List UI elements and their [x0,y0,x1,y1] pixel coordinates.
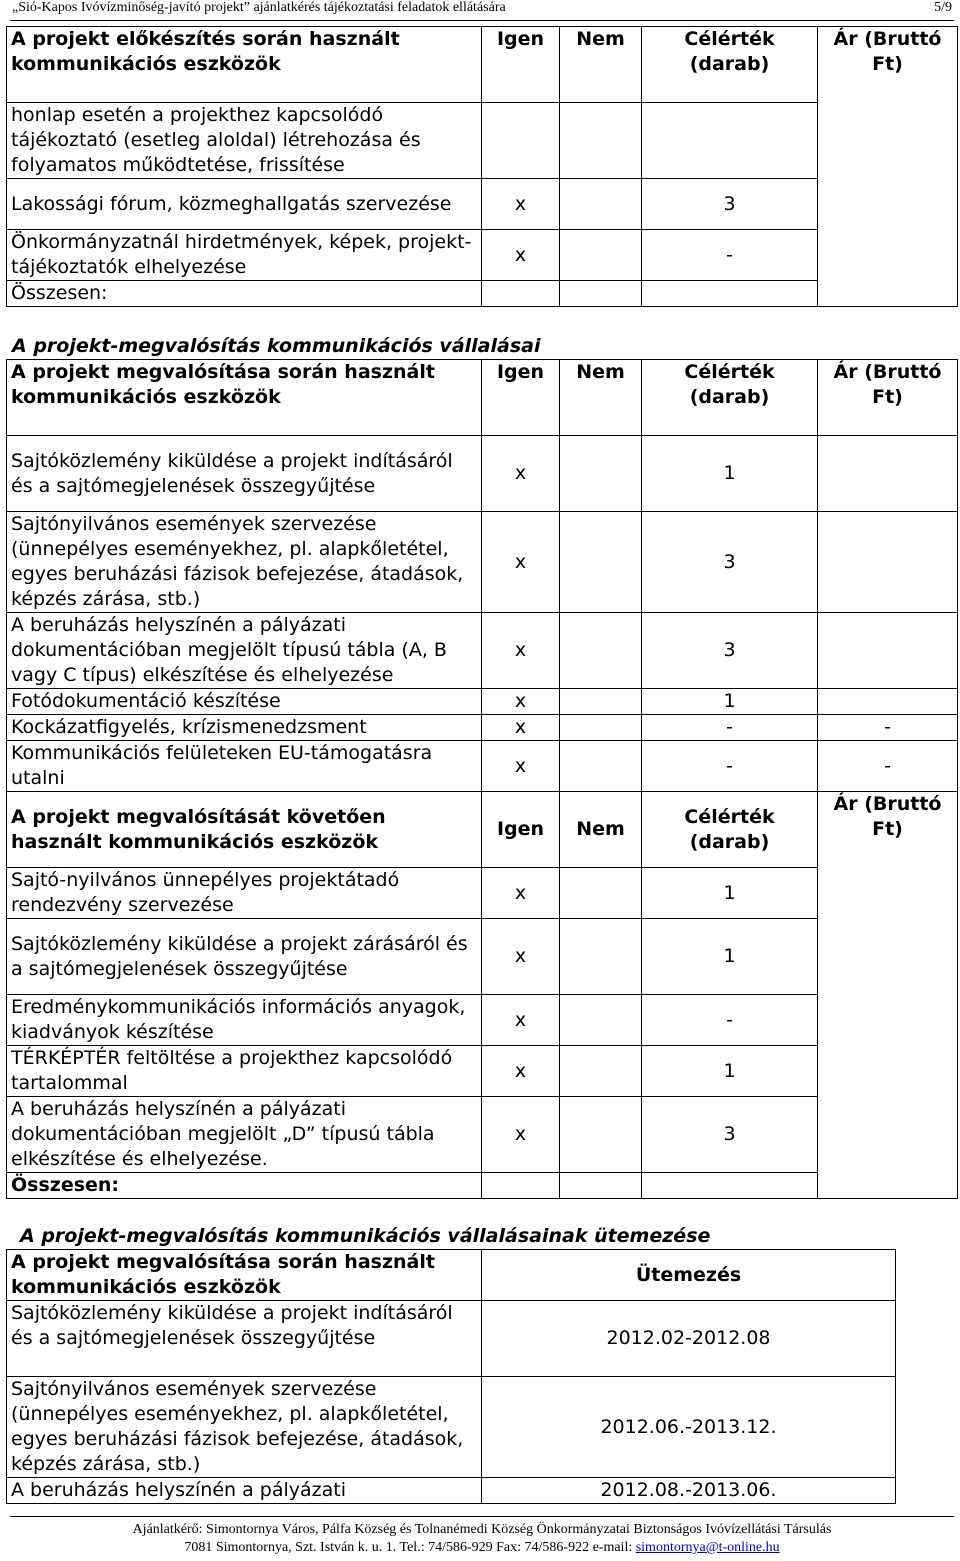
schedule-table [6,1249,896,1504]
table-row [7,1377,896,1478]
row-label: Sajtóközlemény kiküldése a projekt indításáról és a sajtómegjelenések összegyűjtése [7,436,482,512]
row-label: Önkormányzatnál hirdetmények, képek, projekt-tájékoztatók elhelyezése [7,230,482,281]
column-header-celertek: Célérték (darab) [642,360,818,436]
table-row [7,613,958,689]
column-header-utemezes: Ütemezés [482,1250,896,1301]
footer-contact: 7081 Simontornya, Szt. István k. u. 1. Tel.: 74/586-929 Fax: 74/586-922 e-mail: [184,1540,633,1555]
cell-igen: x [482,1046,560,1097]
table-row [7,512,958,613]
cell-ar: - [818,741,958,792]
cell-nem [560,230,642,281]
row-label: Kommunikációs felületeken EU-támogatásra utalni [7,741,482,792]
table-row [7,741,958,792]
table-row [7,230,958,281]
cell-nem [560,179,642,230]
cell-celertek: 3 [642,512,818,613]
page-header [10,0,954,21]
cell-celertek: 3 [642,1097,818,1173]
cell-ar [818,512,958,613]
cell-celertek: - [642,715,818,741]
cell-utemezes: 2012.08.-2013.06. [482,1478,896,1504]
cell-nem [560,512,642,613]
cell-celertek: 1 [642,868,818,919]
cell-igen [482,103,560,179]
column-header-tool-after: A projekt megvalósítását követően használt kommunikációs eszközök [7,792,482,868]
cell-ar [818,689,958,715]
cell-celertek: 1 [642,436,818,512]
row-label: Lakossági fórum, közmeghallgatás szervezése [7,179,482,230]
footer-line-2 [10,1539,954,1557]
table-row [7,1301,896,1377]
row-label: honlap esetén a projekthez kapcsolódó tájékoztató (esetleg aloldal) létrehozása és folyamatos működtetése, frissítése [7,103,482,179]
cell-igen: x [482,512,560,613]
cell-celertek: 1 [642,919,818,995]
document-title: „Sió-Kapos Ivóvízminőség-javító projekt” ajánlatkérés tájékoztatási feladatok ellátására [12,0,506,15]
section-title-communication-commitments: A projekt-megvalósítás kommunikációs vállalásai [12,335,541,357]
table-header-row [7,1250,896,1301]
cell-igen: x [482,995,560,1046]
row-label: Sajtónyilvános események szervezése (ünnepélyes eseményekhez, pl. alapkőletétel, egyes beruházási fázisok befejezése, átadások, képzés zárása, stb.) [7,512,482,613]
cell-celertek: - [642,741,818,792]
cell-igen: x [482,436,560,512]
column-header-celertek: Célérték (darab) [642,792,818,868]
column-header-celertek: Célérték (darab) [642,27,818,103]
footer-line-1: Ajánlatkérő: Simontornya Város, Pálfa Község és Tolnanémedi Község Önkormányzatai Biztonságos Ivóvízellátási Társulás [132,1522,832,1537]
row-label: Kockázatfigyelés, krízismenedzsment [7,715,482,741]
preparation-tools-table [6,26,958,307]
row-label: Sajtóközlemény kiküldése a projekt indításáról és a sajtómegjelenések összegyűjtése [7,1301,482,1377]
cell-ar [818,613,958,689]
cell-celertek: 3 [642,179,818,230]
table-row [7,868,958,919]
row-label: TÉRKÉPTÉR feltöltése a projekthez kapcsolódó tartalommal [7,1046,482,1097]
column-header-igen: Igen [482,360,560,436]
table-row [7,1097,958,1173]
cell-nem [560,995,642,1046]
table-header-row [7,27,958,103]
total-row [7,281,958,307]
page-number: 5/9 [934,0,952,15]
column-header-ar: Ár (Bruttó Ft) [818,360,958,436]
cell-nem [560,436,642,512]
column-header-nem: Nem [560,360,642,436]
cell-igen: x [482,230,560,281]
column-header-tool: A projekt előkészítés során használt kommunikációs eszközök [7,27,482,103]
cell-igen: x [482,689,560,715]
section-title-schedule: A projekt-megvalósítás kommunikációs vállalásainak ütemezése [20,1225,711,1247]
column-header-igen: Igen [482,27,560,103]
cell-igen: x [482,179,560,230]
table-row [7,689,958,715]
table-row [7,1046,958,1097]
cell-celertek: - [642,995,818,1046]
table-header-row [7,792,958,868]
cell-nem [560,741,642,792]
column-header-tool: A projekt megvalósítása során használt kommunikációs eszközök [7,360,482,436]
cell-celertek: 1 [642,689,818,715]
table-row [7,995,958,1046]
cell-nem [560,1097,642,1173]
column-header-tool: A projekt megvalósítása során használt kommunikációs eszközök [7,1250,482,1301]
cell-igen: x [482,613,560,689]
cell-celertek [642,103,818,179]
implementation-tools-table [6,359,958,1199]
total-label: Összesen: [7,1173,482,1199]
total-row [7,1173,958,1199]
column-header-ar: Ár (Bruttó Ft) [818,27,958,307]
cell-nem [560,919,642,995]
total-label: Összesen: [7,281,482,307]
cell-celertek: 1 [642,1046,818,1097]
table-header-row [7,360,958,436]
cell-celertek: - [642,230,818,281]
cell-nem [560,868,642,919]
footer-email-link[interactable]: simontornya@t-online.hu [635,1540,780,1555]
table-row [7,103,958,179]
row-label: Fotódokumentáció készítése [7,689,482,715]
cell-ar: - [818,715,958,741]
cell-nem [560,1046,642,1097]
cell-nem [560,103,642,179]
table-row [7,919,958,995]
cell-igen: x [482,741,560,792]
row-label: Sajtónyilvános események szervezése (ünnepélyes eseményekhez, pl. alapkőletétel, egyes beruházási fázisok befejezése, átadások, képzés zárása, stb.) [7,1377,482,1478]
table-row [7,715,958,741]
row-label: A beruházás helyszínén a pályázati dokumentációban megjelölt típusú tábla (A, B vagy C típus) elkészítése és elhelyezése [7,613,482,689]
row-label: A beruházás helyszínén a pályázati [7,1478,482,1504]
column-header-nem: Nem [560,792,642,868]
cell-utemezes: 2012.06.-2013.12. [482,1377,896,1478]
cell-utemezes: 2012.02-2012.08 [482,1301,896,1377]
row-label: Sajtóközlemény kiküldése a projekt zárásáról és a sajtómegjelenések összegyűjtése [7,919,482,995]
cell-igen: x [482,868,560,919]
row-label: Sajtó-nyilvános ünnepélyes projektátadó rendezvény szervezése [7,868,482,919]
row-label: A beruházás helyszínén a pályázati dokumentációban megjelölt „D” típusú tábla elkészítése és elhelyezése. [7,1097,482,1173]
column-header-igen: Igen [482,792,560,868]
table-row [7,179,958,230]
cell-celertek: 3 [642,613,818,689]
cell-igen: x [482,715,560,741]
cell-nem [560,613,642,689]
cell-igen: x [482,1097,560,1173]
table-row [7,1478,896,1504]
cell-nem [560,689,642,715]
column-header-ar: Ár (Bruttó Ft) [818,792,958,1199]
row-label: Eredménykommunikációs információs anyagok, kiadványok készítése [7,995,482,1046]
table-row [7,436,958,512]
column-header-nem: Nem [560,27,642,103]
page-footer [10,1516,954,1557]
cell-ar [818,436,958,512]
cell-igen: x [482,919,560,995]
cell-nem [560,715,642,741]
